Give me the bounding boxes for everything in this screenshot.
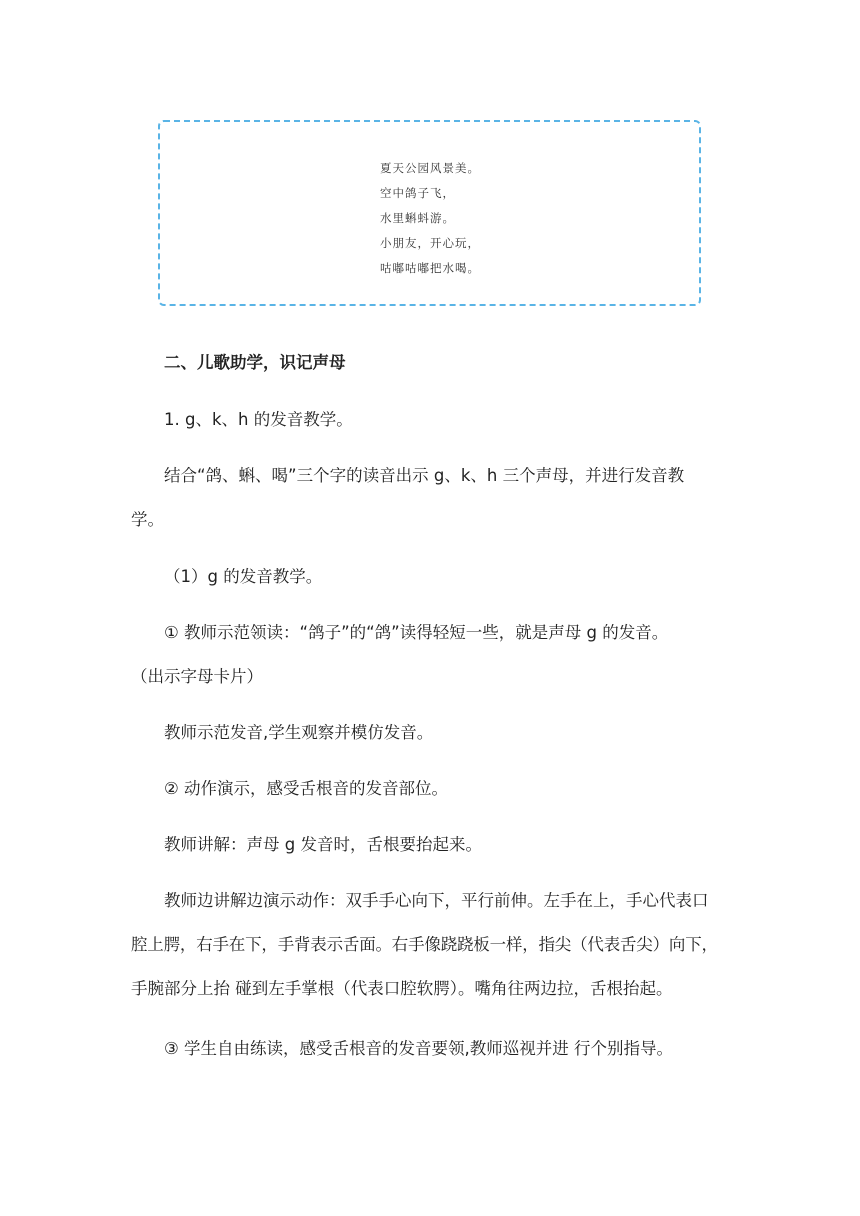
section-heading: 二、儿歌助学，识记声母 — [164, 353, 346, 372]
action-line-1: 教师边讲解边演示动作：双手手心向下，平行前伸。左手在上，手心代表口 — [164, 891, 709, 910]
step-1-followup: 教师示范发音,学生观察并模仿发音。 — [164, 723, 434, 742]
action-line-2: 腔上腭，右手在下，手背表示舌面。右手像跷跷板一样，指尖（代表舌尖）向下， — [131, 935, 718, 954]
step-2-paragraph: ② 动作演示，感受舌根音的发音部位。 — [164, 779, 449, 798]
step-1-paragraph — [131, 611, 743, 699]
poem-text — [380, 156, 480, 281]
action-paragraph — [131, 879, 743, 1011]
poem-line-3: 水里蝌蚪游。 — [380, 211, 455, 225]
step-1-line-1: ① 教师示范领读：“鸽子”的“鸽”读得轻短一些，就是声母 g 的发音。 — [164, 623, 669, 642]
poem-line-2: 空中鸽子飞， — [380, 186, 455, 200]
poem-line-5: 咕嘟咕嘟把水喝。 — [380, 261, 480, 275]
step-1-line-2: （出示字母卡片） — [131, 667, 263, 686]
step-3-paragraph: ③ 学生自由练读，感受舌根音的发音要领,教师巡视并进 行个别指导。 — [164, 1039, 674, 1058]
action-line-3: 手腕部分上抬 碰到左手掌根（代表口腔软腭）。嘴角往两边拉，舌根抬起。 — [131, 979, 673, 998]
sub-item-g-title: （1）g 的发音教学。 — [164, 567, 323, 586]
paragraph-intro-line-1: 结合“鸽、蝌、喝”三个字的读音出示 g、k、h 三个声母，并进行发音教 — [164, 466, 685, 485]
poem-line-4: 小朋友，开心玩， — [380, 236, 480, 250]
item-1-title: 1. g、k、h 的发音教学。 — [164, 410, 353, 429]
paragraph-intro — [131, 454, 743, 542]
paragraph-intro-line-2: 学。 — [131, 510, 164, 529]
poem-box — [158, 120, 701, 306]
teacher-explanation: 教师讲解：声母 g 发音时，舌根要抬起来。 — [164, 835, 482, 854]
poem-line-1: 夏天公园风景美。 — [380, 161, 480, 175]
